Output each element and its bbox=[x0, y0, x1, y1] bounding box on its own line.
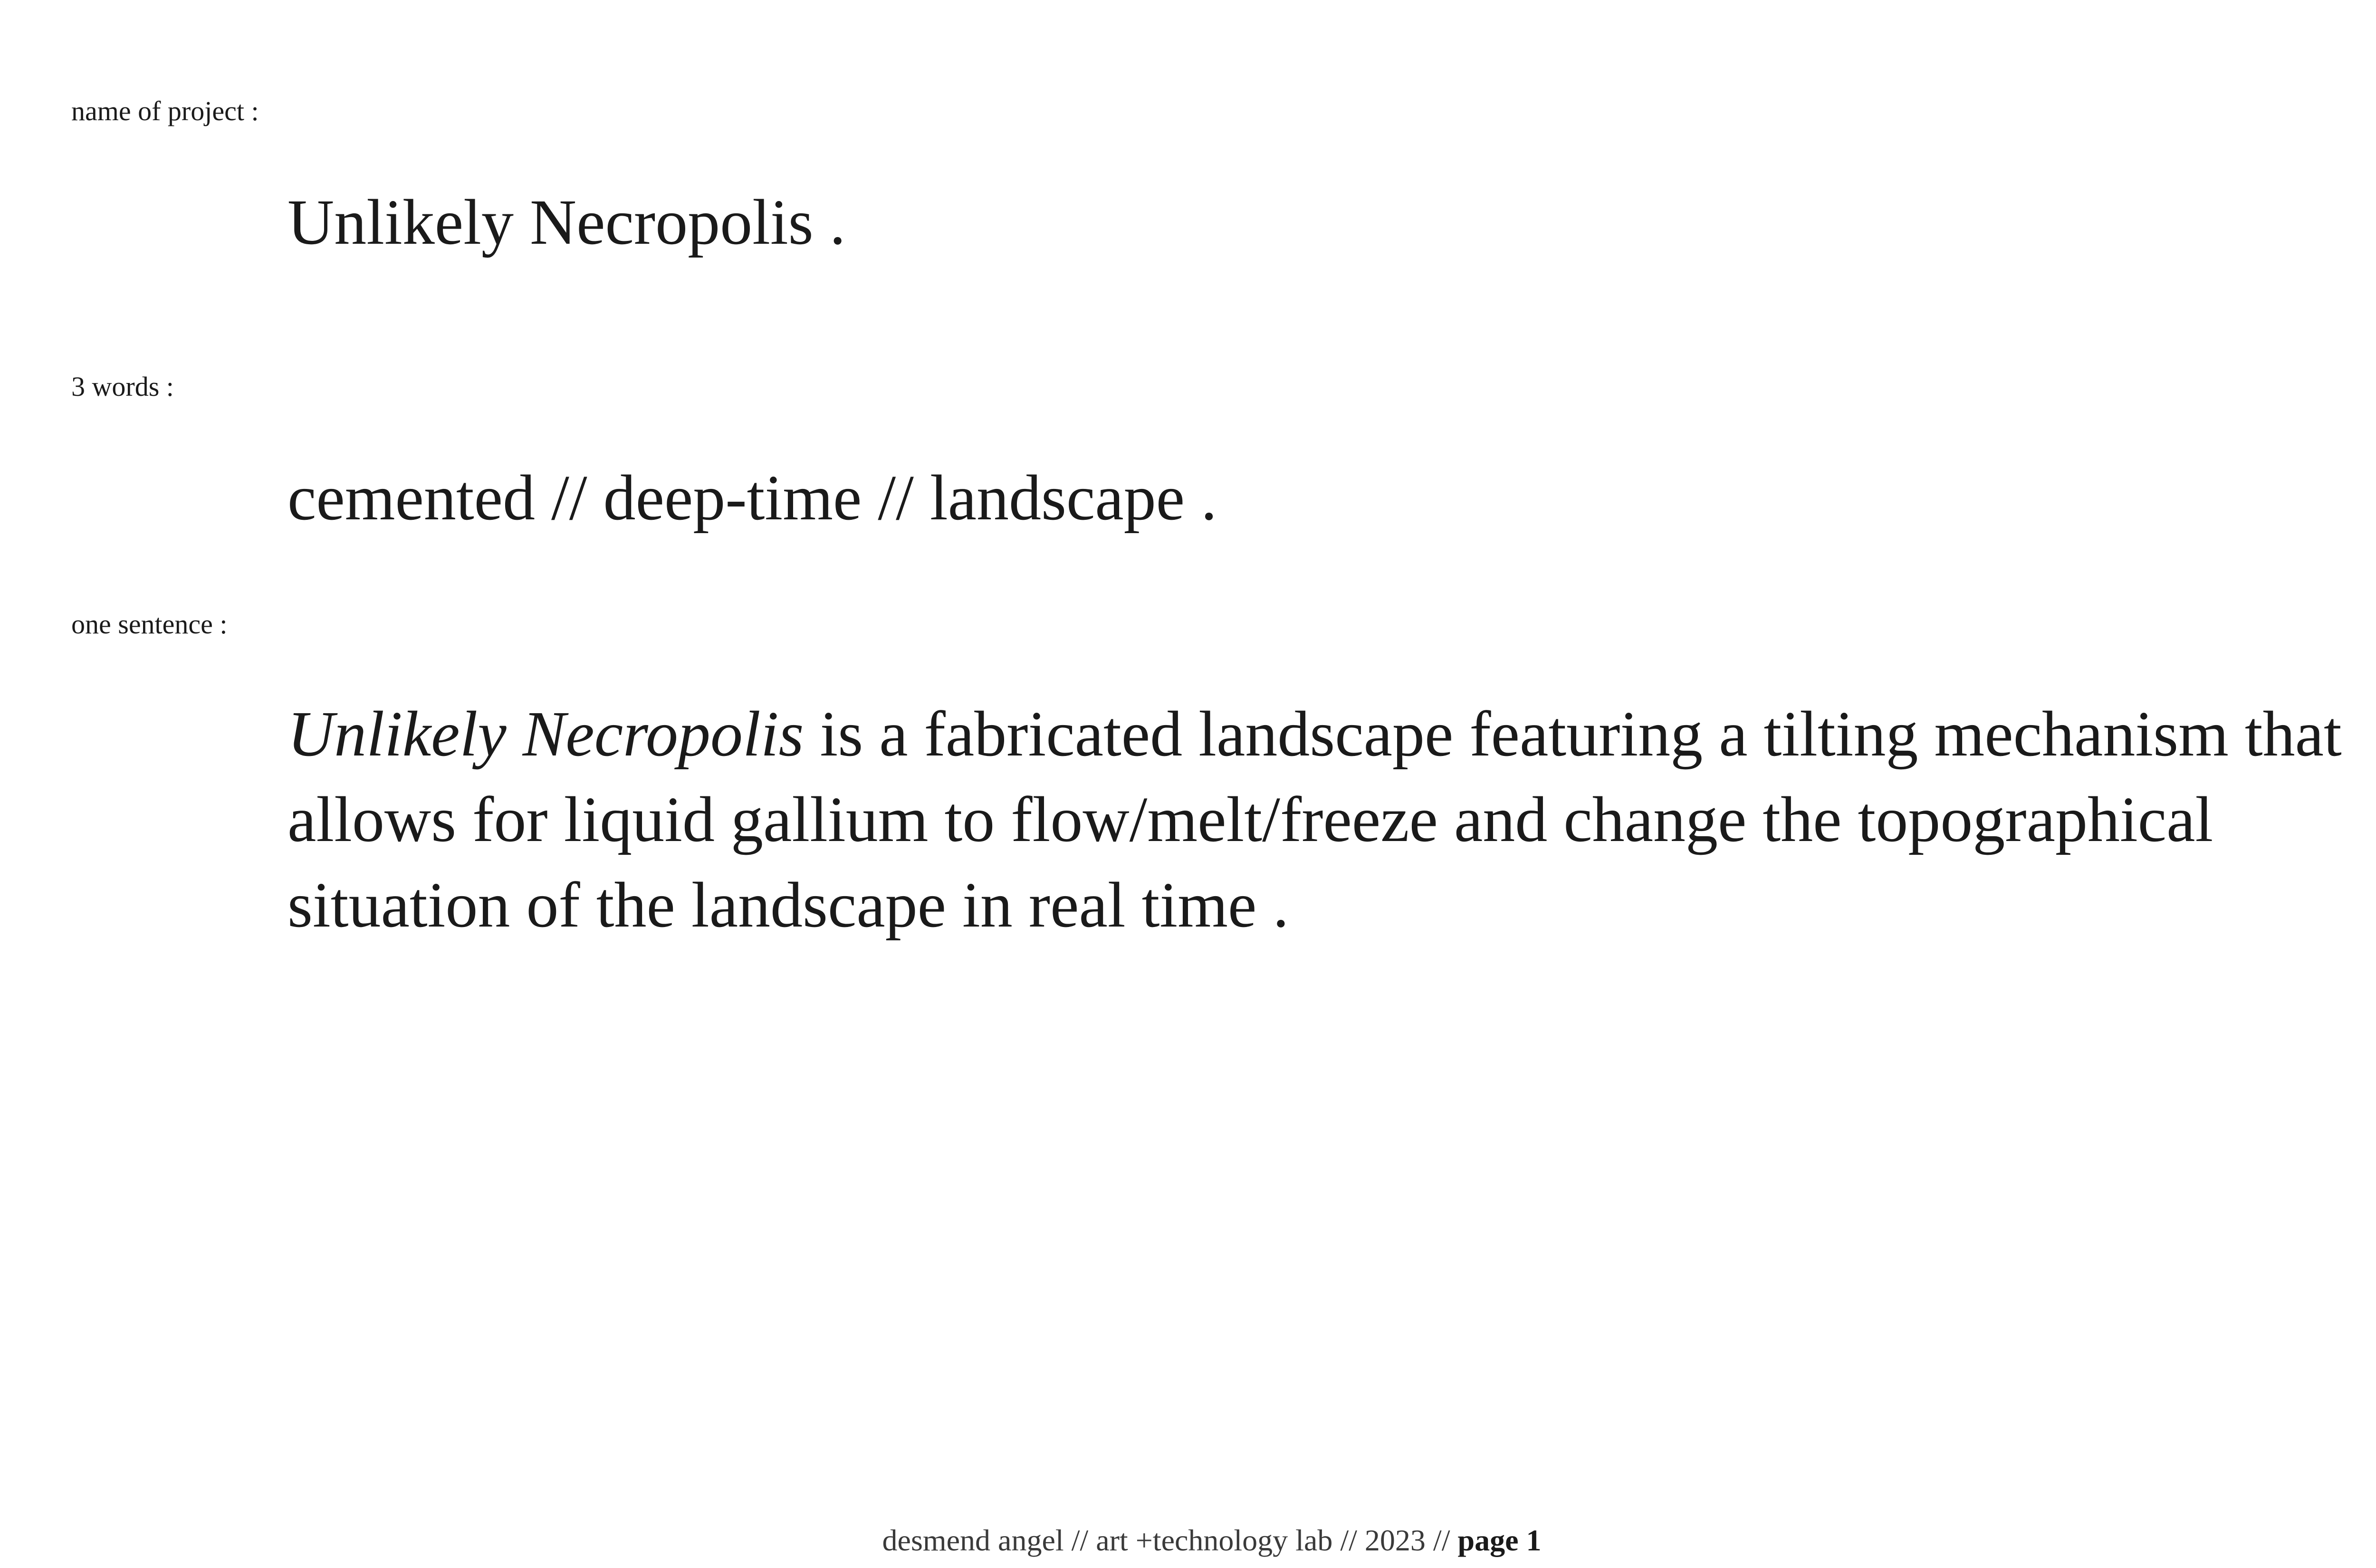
page-footer bbox=[0, 1525, 2376, 1556]
sentence-line-1 bbox=[287, 691, 2376, 777]
three-words: cemented // deep-time // landscape . bbox=[287, 462, 1217, 534]
sentence-project-title: Unlikely Necropolis bbox=[287, 698, 804, 770]
footer-credit: desmend angel // art +technology lab // 2023 // bbox=[882, 1523, 1458, 1557]
project-name: Unlikely Necropolis . bbox=[287, 187, 846, 258]
one-sentence-label: one sentence : bbox=[71, 609, 228, 640]
sentence-line-2: allows for liquid gallium to flow/melt/freeze and change the topographical bbox=[287, 784, 2213, 855]
page-number: page 1 bbox=[1457, 1523, 1542, 1557]
one-sentence bbox=[287, 691, 2376, 948]
project-name-label: name of project : bbox=[71, 96, 259, 126]
sentence-line-3: situation of the landscape in real time . bbox=[287, 870, 1289, 941]
sentence-line-1-text: is a fabricated landscape featuring a tilting mechanism that bbox=[804, 698, 2342, 770]
three-words-label: 3 words : bbox=[71, 371, 174, 402]
